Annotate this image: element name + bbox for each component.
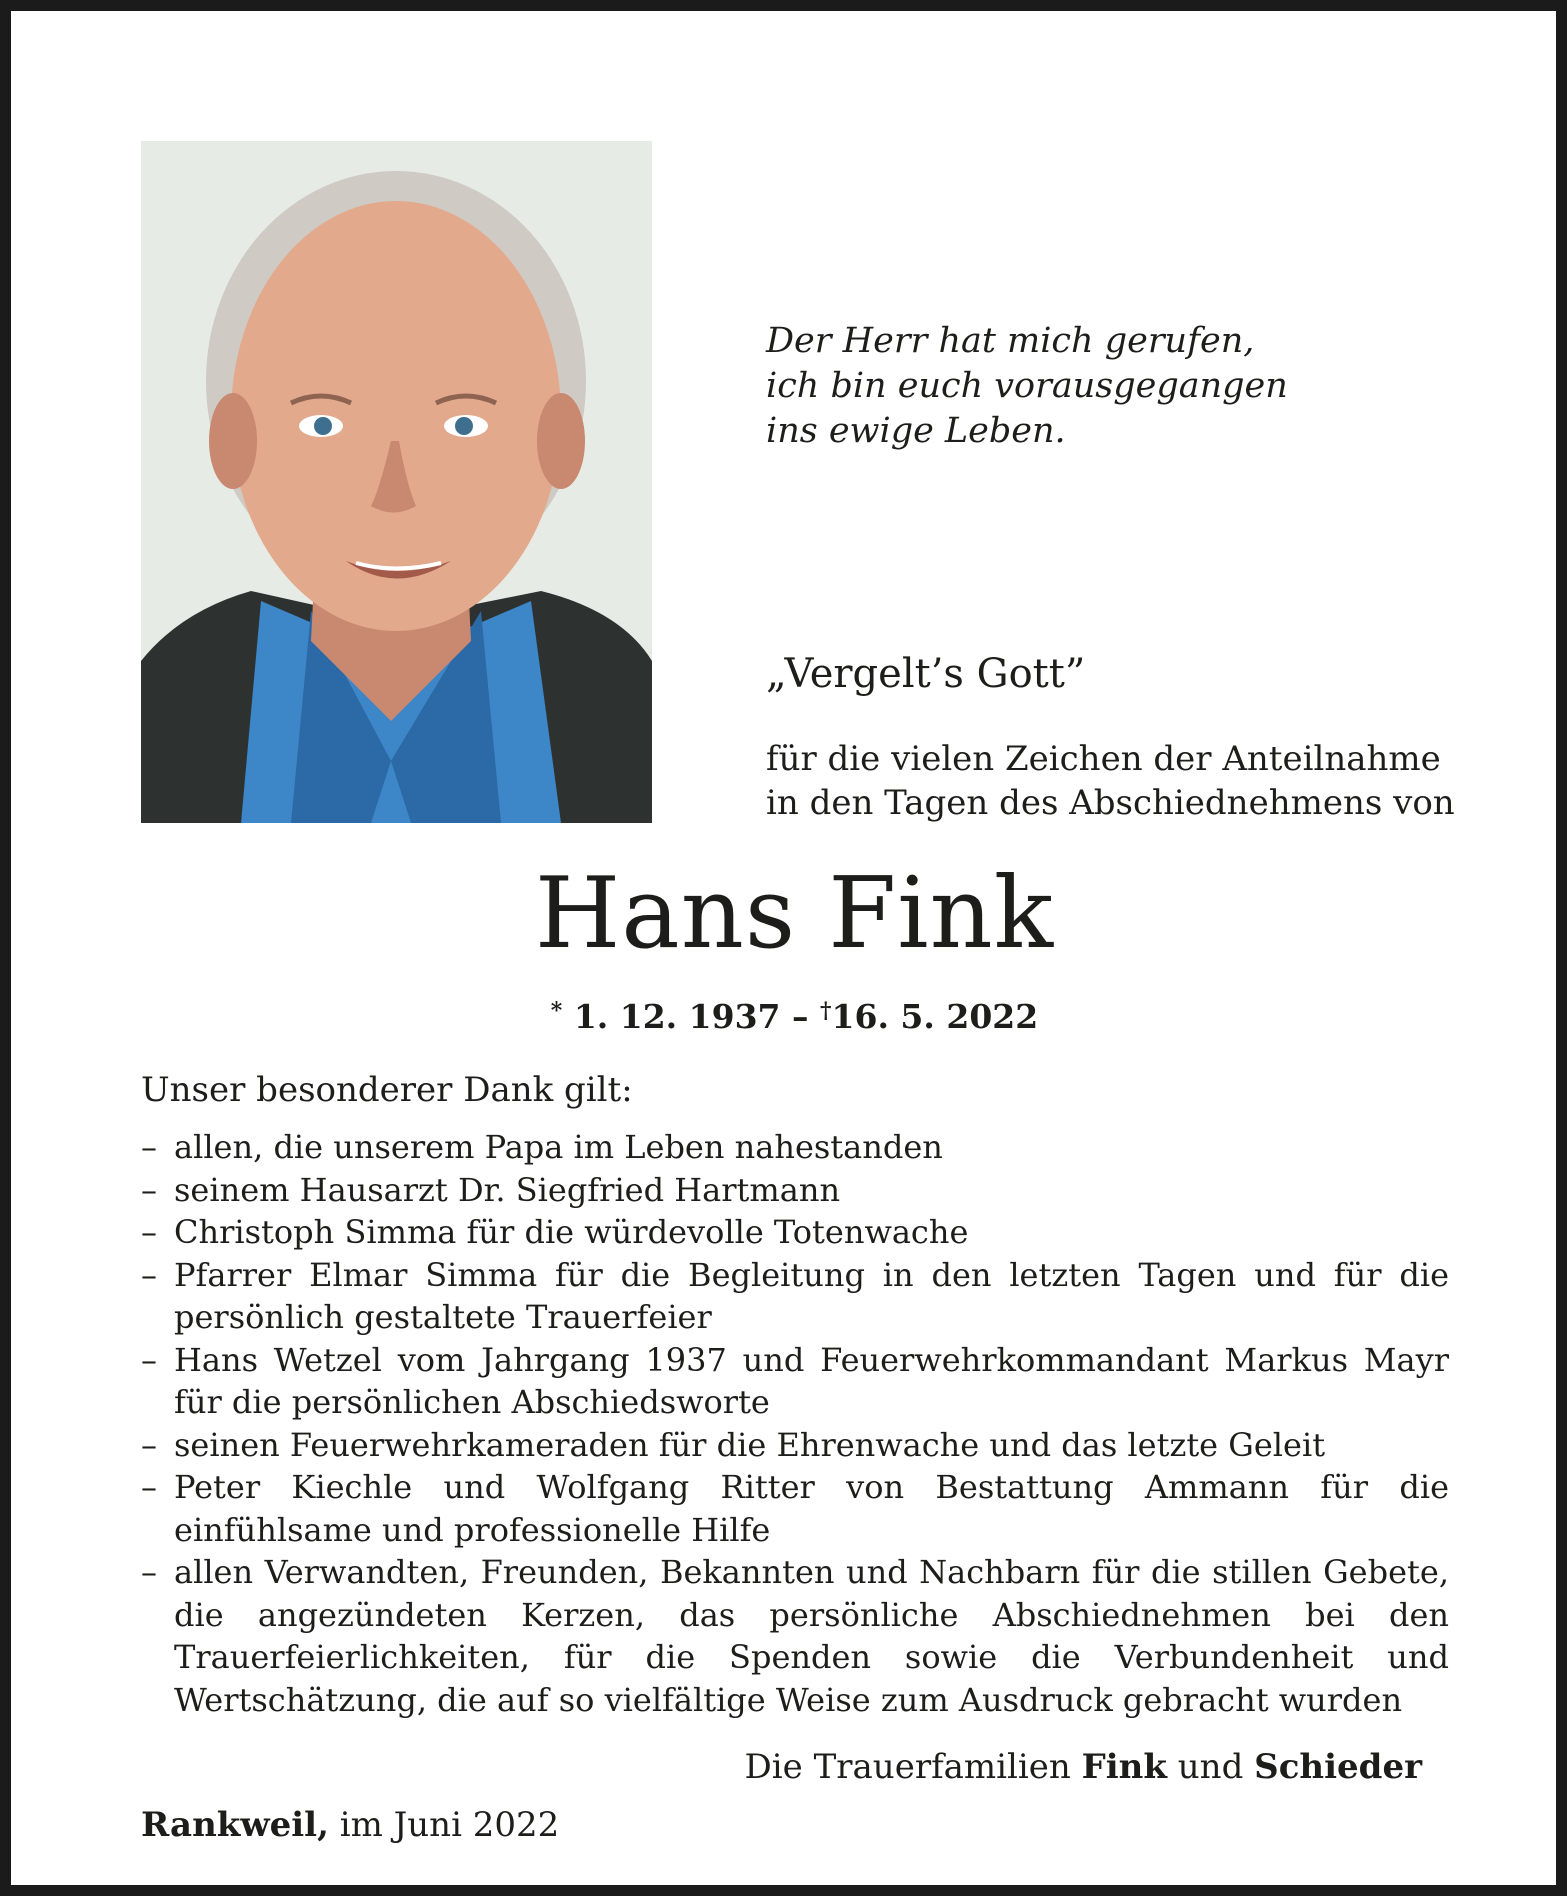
death-symbol: † <box>820 998 832 1024</box>
list-dash: – <box>141 1425 157 1464</box>
deceased-name: Hans Fink <box>534 857 1055 971</box>
list-item-text: seinem Hausarzt Dr. Siegfried Hartmann <box>174 1170 841 1209</box>
list-item <box>141 1466 1449 1551</box>
date-separator: – <box>792 997 809 1036</box>
list-dash: – <box>141 1468 157 1506</box>
list-item-text: Hans Wetzel vom Jahrgang 1937 und Feuerwehrkommandant Markus Mayr für die persönlichen Abschiedsworte <box>174 1340 1449 1421</box>
list-item <box>141 1126 1449 1169</box>
list-item <box>141 1211 1449 1254</box>
signature-prefix: Die Trauerfamilien <box>744 1747 1071 1787</box>
death-date: 16. 5. 2022 <box>831 997 1039 1036</box>
list-item <box>141 1254 1449 1339</box>
list-item <box>141 1551 1449 1721</box>
list-item-text: Christoph Simma für die würdevolle Totenwache <box>174 1213 969 1251</box>
thanks-subtitle-line: für die vielen Zeichen der Anteilnahme <box>766 739 1441 779</box>
list-dash: – <box>141 1170 157 1209</box>
portrait-photo <box>141 141 652 823</box>
thanks-title: „Vergelt’s Gott” <box>766 651 1086 697</box>
family-signature <box>745 1745 1422 1789</box>
list-item <box>141 1424 1449 1467</box>
place-town: Rankweil, <box>141 1805 329 1845</box>
list-dash: – <box>141 1553 157 1591</box>
list-dash: – <box>141 1128 157 1166</box>
list-item-text: seinen Feuerwehrkameraden für die Ehrenwache und das letzte Geleit <box>174 1425 1326 1464</box>
list-item <box>141 1339 1449 1424</box>
family-name-1: Fink <box>1081 1747 1167 1787</box>
list-item <box>141 1169 1449 1212</box>
thanks-subtitle-line: in den Tagen des Abschiednehmens von <box>766 783 1455 823</box>
place-date: im Juni 2022 <box>339 1805 560 1845</box>
thanks-subtitle <box>766 737 1455 825</box>
place-and-date <box>141 1803 559 1847</box>
family-name-2: Schieder <box>1254 1747 1422 1787</box>
acknowledgements-intro: Unser besonderer Dank gilt: <box>141 1070 633 1110</box>
birth-date: 1. 12. 1937 <box>573 997 781 1036</box>
list-item-text: Peter Kiechle und Wolfgang Ritter von Bestattung Ammann für die einfühlsame und professionelle Hilfe <box>174 1468 1449 1549</box>
portrait-image <box>141 141 652 823</box>
quote-line: ich bin euch vorausgegangen <box>766 366 1288 406</box>
list-item-text: Pfarrer Elmar Simma für die Begleitung in den letzten Tagen und für die persönlich gestaltete Trauerfeier <box>174 1255 1449 1336</box>
acknowledgements-list <box>141 1126 1449 1721</box>
signature-joiner: und <box>1177 1747 1244 1787</box>
list-dash: – <box>141 1340 157 1379</box>
list-dash: – <box>141 1213 157 1251</box>
quote-line: Der Herr hat mich gerufen, <box>766 321 1255 361</box>
list-item-text: allen, die unserem Papa im Leben nahestanden <box>174 1128 943 1166</box>
list-dash: – <box>141 1255 157 1294</box>
list-item-text: allen Verwandten, Freunden, Bekannten und Nachbarn für die stillen Gebete, die angezündeten Kerzen, das persönliche Abschiednehmen bei den Trauerfeierlichkeiten, für die Spenden sowie die Verbundenheit und Wertschätzung, die auf so vielfältige Weise zum Ausdruck gebracht wurden <box>174 1553 1449 1719</box>
quote-line: ins ewige Leben. <box>766 411 1066 451</box>
bible-quote <box>766 319 1288 454</box>
life-dates <box>11 989 1567 1039</box>
birth-symbol: * <box>550 998 563 1024</box>
